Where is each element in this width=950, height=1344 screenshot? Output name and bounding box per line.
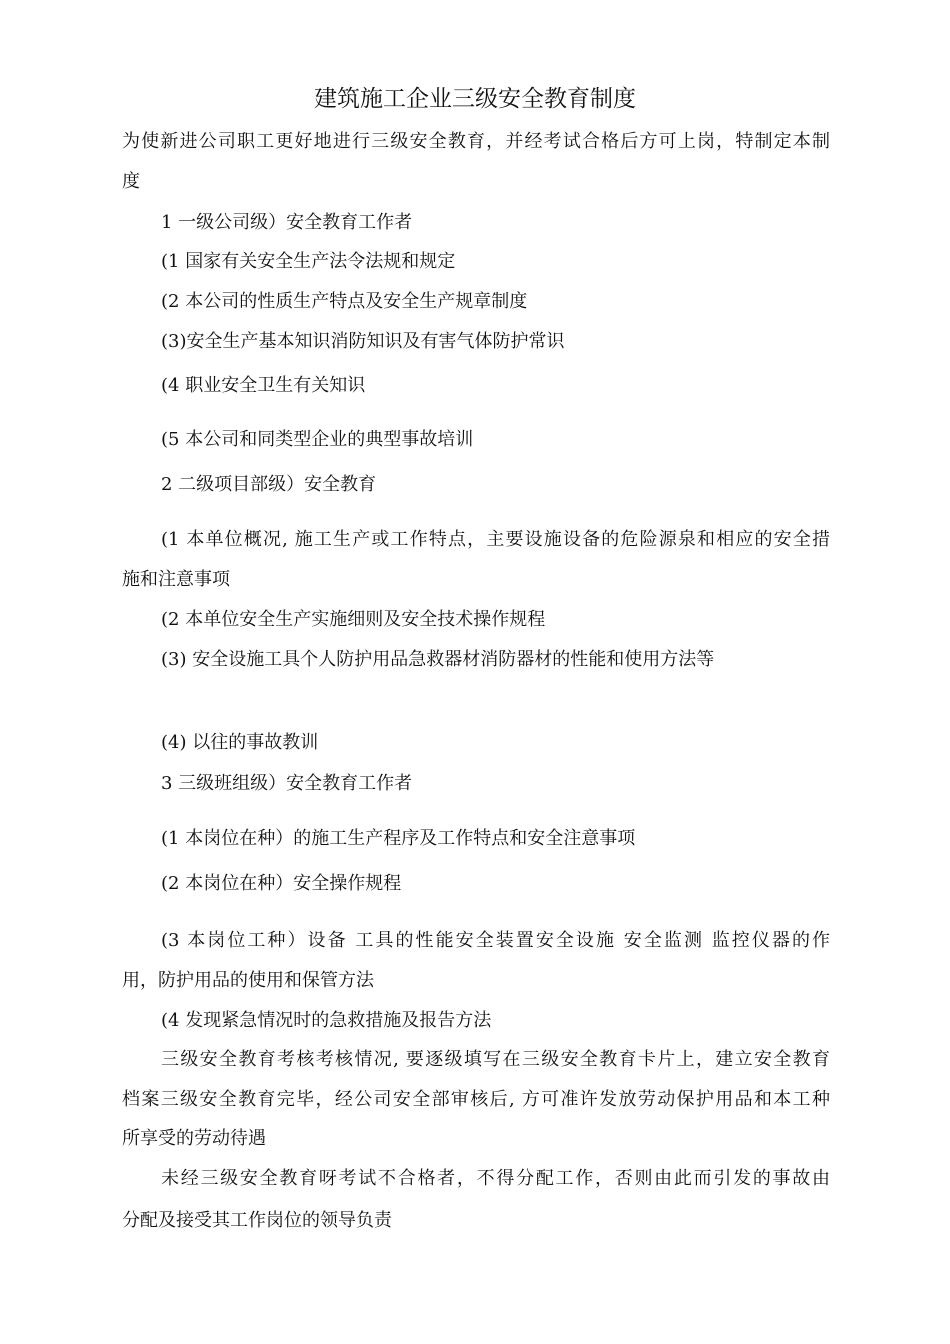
section-2-item-1-line-2: 施和注意事项: [122, 569, 230, 590]
section-3-item-3-line-1: (3 本岗位工种）设备 工具的性能安全装置安全设施 安全监测 监控仪器的作: [161, 930, 830, 951]
section-1-heading: 1 一级公司级）安全教育工作者: [161, 212, 413, 233]
closing-paragraph-2-line-1: 未经三级安全教育呀考试不合格者，不得分配工作，否则由此而引发的事故由: [161, 1168, 830, 1189]
section-2-heading: 2 二级项目部级）安全教育: [161, 474, 377, 495]
section-1-item-1: (1 国家有关安全生产法令法规和规定: [161, 251, 456, 272]
section-1-item-4: (4 职业安全卫生有关知识: [161, 375, 366, 396]
section-3-item-3-line-2: 用，防护用品的使用和保管方法: [122, 970, 374, 991]
closing-paragraph-2-line-2: 分配及接受其工作岗位的领导负责: [122, 1210, 392, 1231]
closing-paragraph-1-line-2: 档案三级安全教育完毕，经公司安全部审核后, 方可准许发放劳动保护用品和本工种: [122, 1089, 830, 1110]
intro-line-1: 为使新进公司职工更好地进行三级安全教育，并经考试合格后方可上岗，特制定本制: [122, 131, 830, 152]
section-2-item-1-line-1: (1 本单位概况, 施工生产或工作特点，主要设施设备的危险源泉和相应的安全措: [161, 529, 830, 550]
section-1-item-5: (5 本公司和同类型企业的典型事故培训: [161, 429, 474, 450]
closing-paragraph-1-line-1: 三级安全教育考核考核情况, 要逐级填写在三级安全教育卡片上，建立安全教育: [161, 1049, 830, 1070]
section-2-item-3: (3) 安全设施工具个人防护用品急救器材消防器材的性能和使用方法等: [161, 649, 715, 670]
document-title: 建筑施工企业三级安全教育制度: [314, 86, 636, 112]
section-3-item-4: (4 发现紧急情况时的急救措施及报告方法: [161, 1010, 492, 1031]
section-3-item-1: (1 本岗位在种）的施工生产程序及工作特点和安全注意事项: [161, 828, 636, 849]
intro-line-2: 度: [122, 171, 140, 192]
section-3-item-2: (2 本岗位在种）安全操作规程: [161, 873, 402, 894]
closing-paragraph-1-line-3: 所享受的劳动待遇: [122, 1128, 266, 1149]
section-3-heading: 3 三级班组级）安全教育工作者: [161, 773, 413, 794]
section-2-item-2: (2 本单位安全生产实施细则及安全技术操作规程: [161, 609, 546, 630]
section-1-item-2: (2 本公司的性质生产特点及安全生产规章制度: [161, 291, 528, 312]
section-1-item-3: (3)安全生产基本知识消防知识及有害气体防护常识: [161, 331, 565, 352]
section-2-item-4: (4) 以往的事故教训: [161, 732, 319, 753]
